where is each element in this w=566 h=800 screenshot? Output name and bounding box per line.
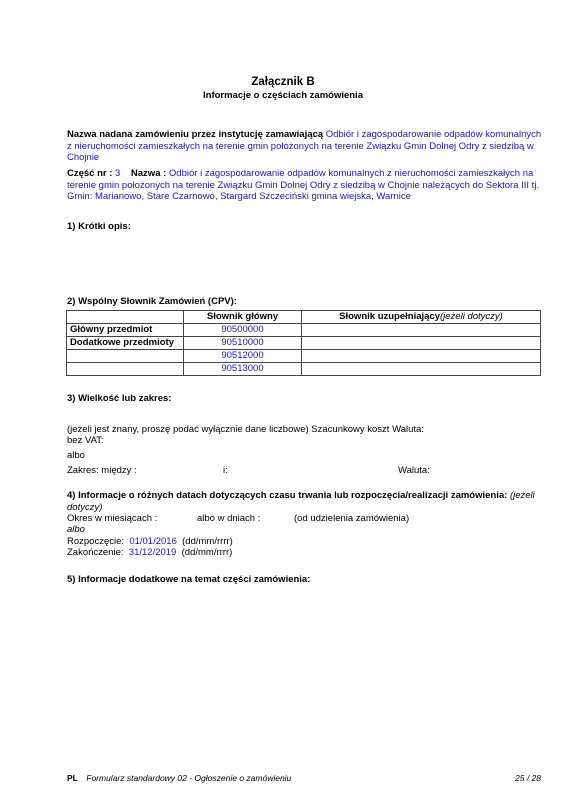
section3-or: albo xyxy=(67,450,85,461)
cpv-code: 90513000 xyxy=(184,363,302,376)
contract-name-label: Nazwa nadana zamówieniu przez instytucję zamawiającą xyxy=(67,129,324,140)
part-name-value: Odbiór i zagospodarowanie odpadów komunalnych z nieruchomości zamieszkałych na terenie gmin położonych na terenie Związku Gmin Dolnej Odry z siedzibą w Chojnie należących do Sektora III tj. Gmin: Marianowo, Stare Czarnowo, Stargard Szczeciński gmina wiejska, Warnice xyxy=(67,168,540,203)
section3-note: (jeżeli jest znany, proszę podać wyłącznie dane liczbowe) Szacunkowy koszt Waluta: xyxy=(67,424,424,435)
table-row xyxy=(67,337,541,350)
footer-form-name: Formularz standardowy 02 - Ogłoszenie o zamówieniu xyxy=(86,773,292,783)
table-row xyxy=(67,363,541,376)
cpv-label-cell xyxy=(67,350,184,363)
cpv-code: 90510000 xyxy=(184,337,302,350)
contract-name-block xyxy=(67,129,545,164)
footer-lang: PL xyxy=(67,773,78,783)
start-date: 01/01/2016 xyxy=(129,536,177,547)
cpv-extra-cell xyxy=(302,324,541,337)
part-block xyxy=(67,168,545,203)
footer-page-number: 25 / 28 xyxy=(515,773,541,783)
cpv-header-empty xyxy=(67,311,184,324)
cpv-label-cell xyxy=(67,363,184,376)
table-row xyxy=(67,350,541,363)
page-footer xyxy=(67,773,541,783)
part-name-label: Nazwa : xyxy=(130,168,167,179)
section3-heading: 3) Wielkość lub zakres: xyxy=(67,393,172,404)
section4-or: albo xyxy=(67,524,85,535)
section4-heading-note: (jeżeli dotyczy) xyxy=(67,490,535,513)
section3-currency: Waluta: xyxy=(398,465,430,476)
cpv-extra-label: Dodatkowe przedmioty xyxy=(67,337,184,350)
contract-name-value: Odbiór i zagospodarowanie odpadów komunalnych z nieruchomości zamieszkałych na terenie gmin położonych na terenie Związku Gmin Dolnej Odry z siedzibą w Chojnie xyxy=(67,129,542,164)
cpv-code: 90512000 xyxy=(184,350,302,363)
section3-vat: bez VAT: xyxy=(67,435,104,446)
section3-range-label: Zakres: między : xyxy=(67,465,137,476)
cpv-header-extra xyxy=(302,311,541,324)
start-date-format: (dd/mm/rrrr) xyxy=(182,536,233,547)
end-date-line xyxy=(67,547,232,558)
months-label: Okres w miesiącach : xyxy=(67,513,158,524)
annex-subtitle: Informacje o częściach zamówienia xyxy=(203,90,363,101)
part-number-label: Część nr : xyxy=(67,168,113,179)
cpv-main-label: Główny przedmiot xyxy=(67,324,184,337)
cpv-header-row xyxy=(67,311,541,324)
days-label: albo w dniach : xyxy=(197,513,261,524)
part-number-value: 3 xyxy=(115,168,121,179)
section5-heading: 5) Informacje dodatkowe na temat części zamówienia: xyxy=(67,574,311,585)
cpv-table xyxy=(66,310,541,376)
section4-heading-block xyxy=(67,490,545,513)
annex-title: Załącznik B xyxy=(251,76,315,88)
end-date-format: (dd/mm/rrrr) xyxy=(181,547,233,558)
cpv-header-extra-label: Słownik uzupełniający xyxy=(339,311,440,322)
section4-heading: 4) Informacje o różnych datach dotyczących czasu trwania lub rozpoczęcia/realizacji zamówienia: xyxy=(67,490,508,501)
cpv-header-extra-note: (jeżeli dotyczy) xyxy=(440,311,503,322)
section1-heading: 1) Krótki opis: xyxy=(67,221,131,232)
start-date-line xyxy=(67,536,233,547)
end-label: Zakończenie: xyxy=(67,547,124,558)
cpv-extra-cell xyxy=(302,363,541,376)
start-label: Rozpoczęcie: xyxy=(67,536,125,547)
cpv-header-main: Słownik główny xyxy=(184,311,302,324)
cpv-code: 90500000 xyxy=(184,324,302,337)
from-award-note: (od udzielenia zamówienia) xyxy=(294,513,410,524)
end-date: 31/12/2019 xyxy=(128,547,177,558)
section2-heading: 2) Wspólny Słownik Zamówień (CPV): xyxy=(67,296,237,307)
table-row xyxy=(67,324,541,337)
cpv-extra-cell xyxy=(302,337,541,350)
section3-and: i: xyxy=(223,465,228,476)
cpv-extra-cell xyxy=(302,350,541,363)
